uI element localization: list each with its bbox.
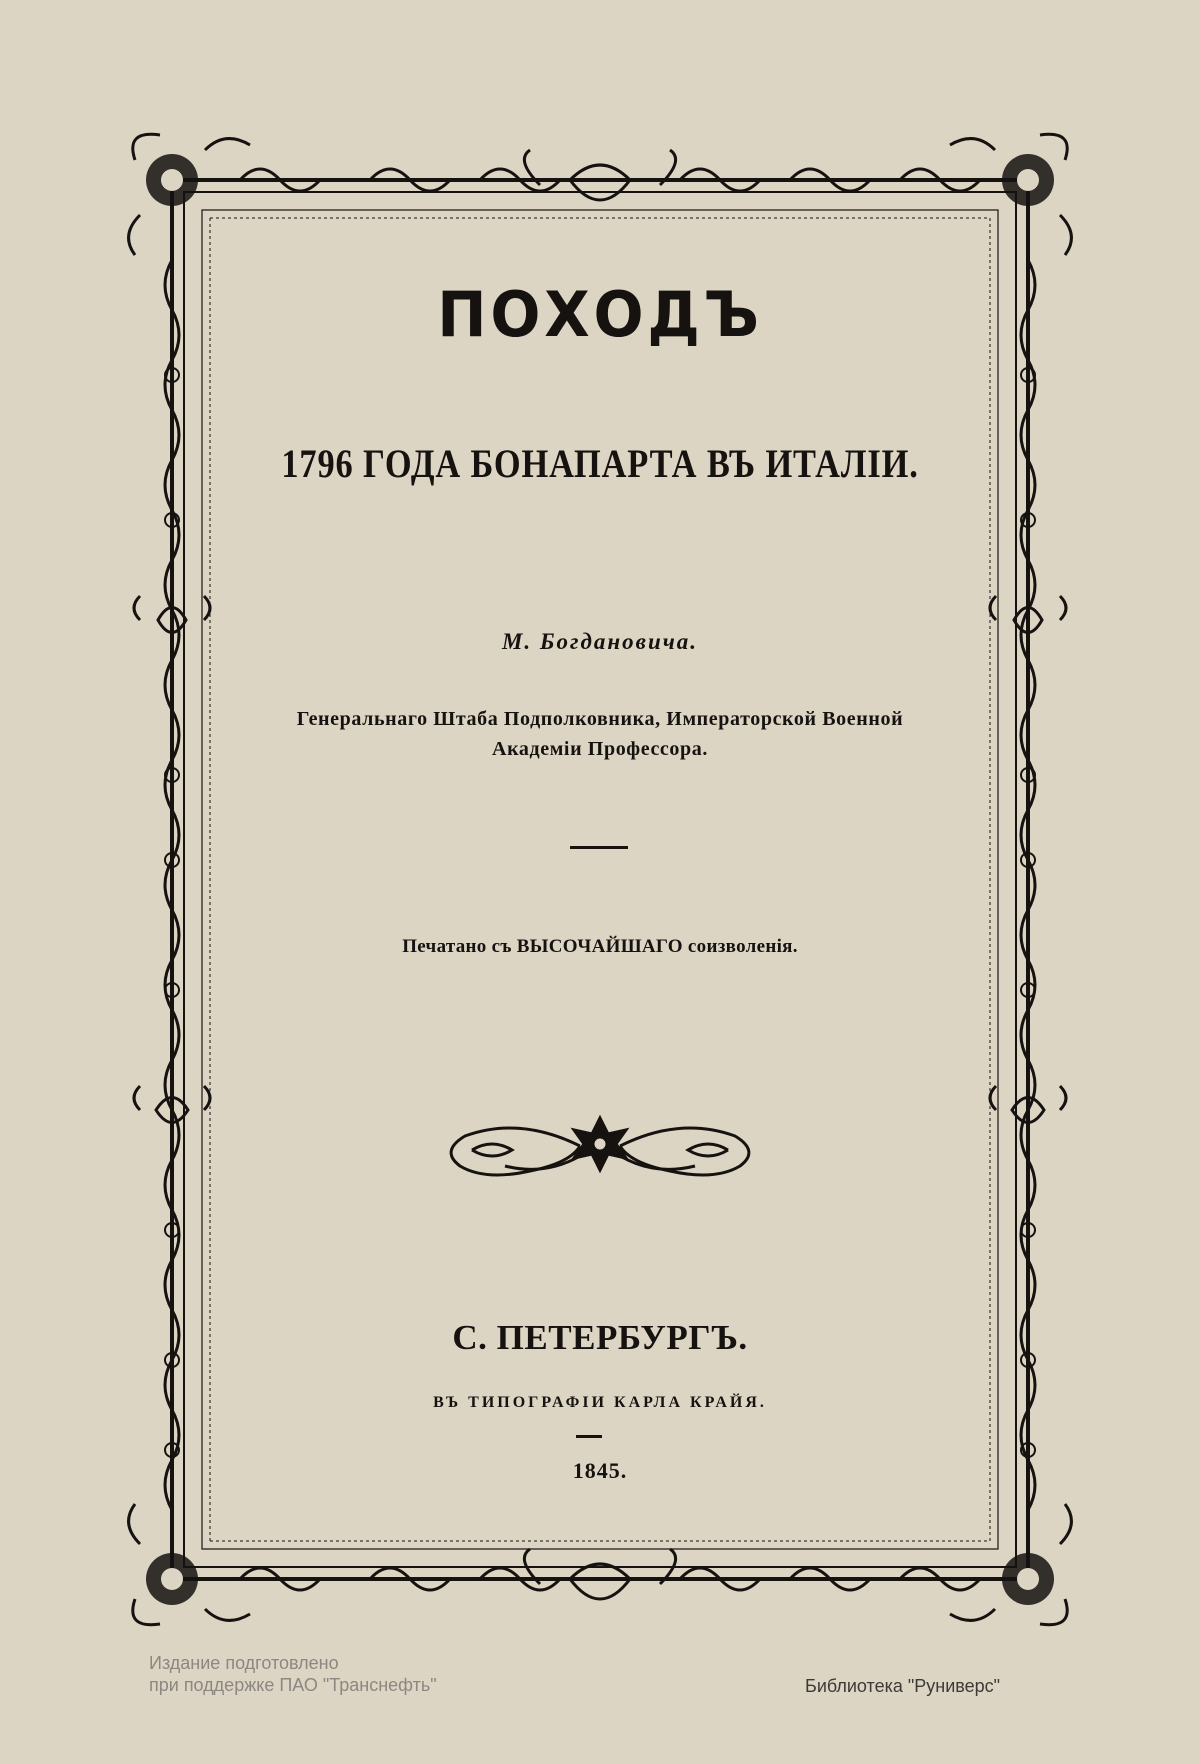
scroll-vignette — [451, 1118, 749, 1175]
book-title: ПОХОДЪ — [437, 278, 763, 351]
author-name: М. Богдановича. — [501, 629, 699, 654]
imprint-city: С. ПЕТЕРБУРГЪ. — [452, 1318, 748, 1357]
sponsor-line-1: Издание подготовлено — [149, 1653, 339, 1673]
author-rank — [0, 704, 1200, 764]
sponsor-note — [149, 1652, 437, 1696]
library-credit: Библиотека "Руниверс" — [805, 1676, 1001, 1696]
corner-flourish — [146, 154, 1054, 1605]
author-rank-line-1: Генеральнаго Штаба Подполковника, Императорской Военной — [296, 708, 904, 730]
book-subtitle: 1796 ГОДА БОНАПАРТА ВЪ ИТАЛІИ. — [281, 441, 919, 486]
imprint-printer: ВЪ ТИПОГРАФІИ КАРЛА КРАЙЯ. — [433, 1394, 767, 1411]
sponsor-line-2: при поддержке ПАО "Транснефть" — [149, 1675, 437, 1695]
divider-rule-bottom — [576, 1435, 602, 1438]
censorship-permission: Печатано съ ВЫСОЧАЙШАГО соизволенія. — [402, 936, 798, 957]
imprint-year: 1845. — [572, 1458, 628, 1483]
author-rank-line-2: Академіи Профессора. — [492, 738, 708, 760]
divider-rule-top — [570, 846, 628, 849]
